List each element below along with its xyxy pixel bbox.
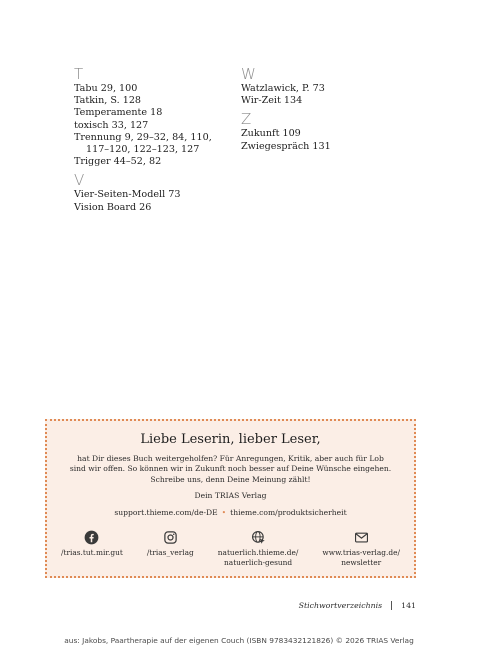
- social-website[interactable]: [218, 530, 299, 567]
- footer-divider: [391, 601, 392, 610]
- social-label: natuerlich.thieme.de/: [217, 548, 299, 557]
- product-safety-link[interactable]: thieme.com/produktsicherheit: [230, 508, 347, 517]
- social-instagram[interactable]: [147, 530, 194, 567]
- reader-box-line: Schreibe uns, denn Deine Meinung zählt!: [150, 474, 311, 484]
- footer-section-title: Stichwortverzeichnis: [298, 601, 383, 610]
- index-group-t: [74, 66, 234, 168]
- index-entry: Watzlawick, P. 73: [241, 83, 325, 94]
- social-label: newsletter: [341, 557, 382, 567]
- source-line: aus: Jakobs, Paartherapie auf der eigenen Couch (ISBN 9783432121826) © 2026 TRIAS Verlag: [64, 636, 414, 645]
- social-links: [61, 530, 400, 567]
- social-label: www.trias-verlag.de/: [322, 548, 400, 557]
- social-newsletter[interactable]: [322, 530, 400, 567]
- mail-icon: [354, 530, 369, 545]
- social-label: /trias.tut.mir.gut: [61, 548, 123, 557]
- reader-box-links: [47, 508, 414, 518]
- instagram-icon: [163, 530, 178, 545]
- reader-box-signature: Dein TRIAS Verlag: [194, 491, 267, 500]
- support-link[interactable]: support.thieme.com/de-DE: [114, 508, 218, 517]
- index-column-left: [74, 66, 234, 214]
- social-facebook[interactable]: [61, 530, 123, 567]
- index-group-z: [241, 111, 401, 152]
- index-entry: [74, 132, 234, 156]
- index-entry: Zwiegespräch 131: [241, 140, 331, 152]
- index-column-right: [241, 66, 401, 153]
- reader-box-line: hat Dir dieses Buch weitergeholfen? Für Anregungen, Kritik, aber auch für Lob: [77, 454, 384, 463]
- facebook-icon: [84, 530, 99, 545]
- index-letter: W: [241, 65, 256, 83]
- reader-feedback-box: [45, 419, 416, 578]
- reader-box-title: Liebe Leserin, lieber Leser,: [140, 432, 321, 447]
- page-number: 141: [401, 601, 416, 610]
- reader-box-line: sind wir offen. So können wir in Zukunft noch besser auf Deine Wünsche eingehen.: [69, 464, 392, 474]
- social-label: natuerlich-gesund: [224, 557, 293, 567]
- index-entry: Vier-Seiten-Modell 73: [74, 189, 181, 201]
- index-letter: Z: [241, 110, 252, 129]
- index-entry: Trigger 44–52, 82: [74, 156, 162, 168]
- index-letter: V: [74, 171, 85, 190]
- index-entry-continuation: 117–120, 122–123, 127: [86, 144, 200, 156]
- page-footer: [299, 601, 416, 610]
- index-entry: Tabu 29, 100: [74, 83, 138, 94]
- bullet-separator: •: [221, 508, 227, 517]
- index-entry: Vision Board 26: [74, 201, 152, 213]
- index-group-w: [241, 66, 401, 107]
- reader-box-text: [47, 454, 414, 485]
- index-group-v: [74, 172, 234, 213]
- index-entry: Zukunft 109: [241, 128, 301, 140]
- index-letter: T: [74, 65, 84, 83]
- index-entry: Temperamente 18: [74, 107, 163, 119]
- index-entry: toxisch 33, 127: [74, 119, 149, 131]
- social-label: /trias_verlag: [146, 548, 194, 557]
- index-entry-line: Trennung 9, 29–32, 84, 110,: [74, 131, 212, 143]
- index-entry: Wir-Zeit 134: [241, 95, 303, 107]
- globe-icon: [251, 530, 266, 545]
- index-entry: Tatkin, S. 128: [74, 95, 142, 107]
